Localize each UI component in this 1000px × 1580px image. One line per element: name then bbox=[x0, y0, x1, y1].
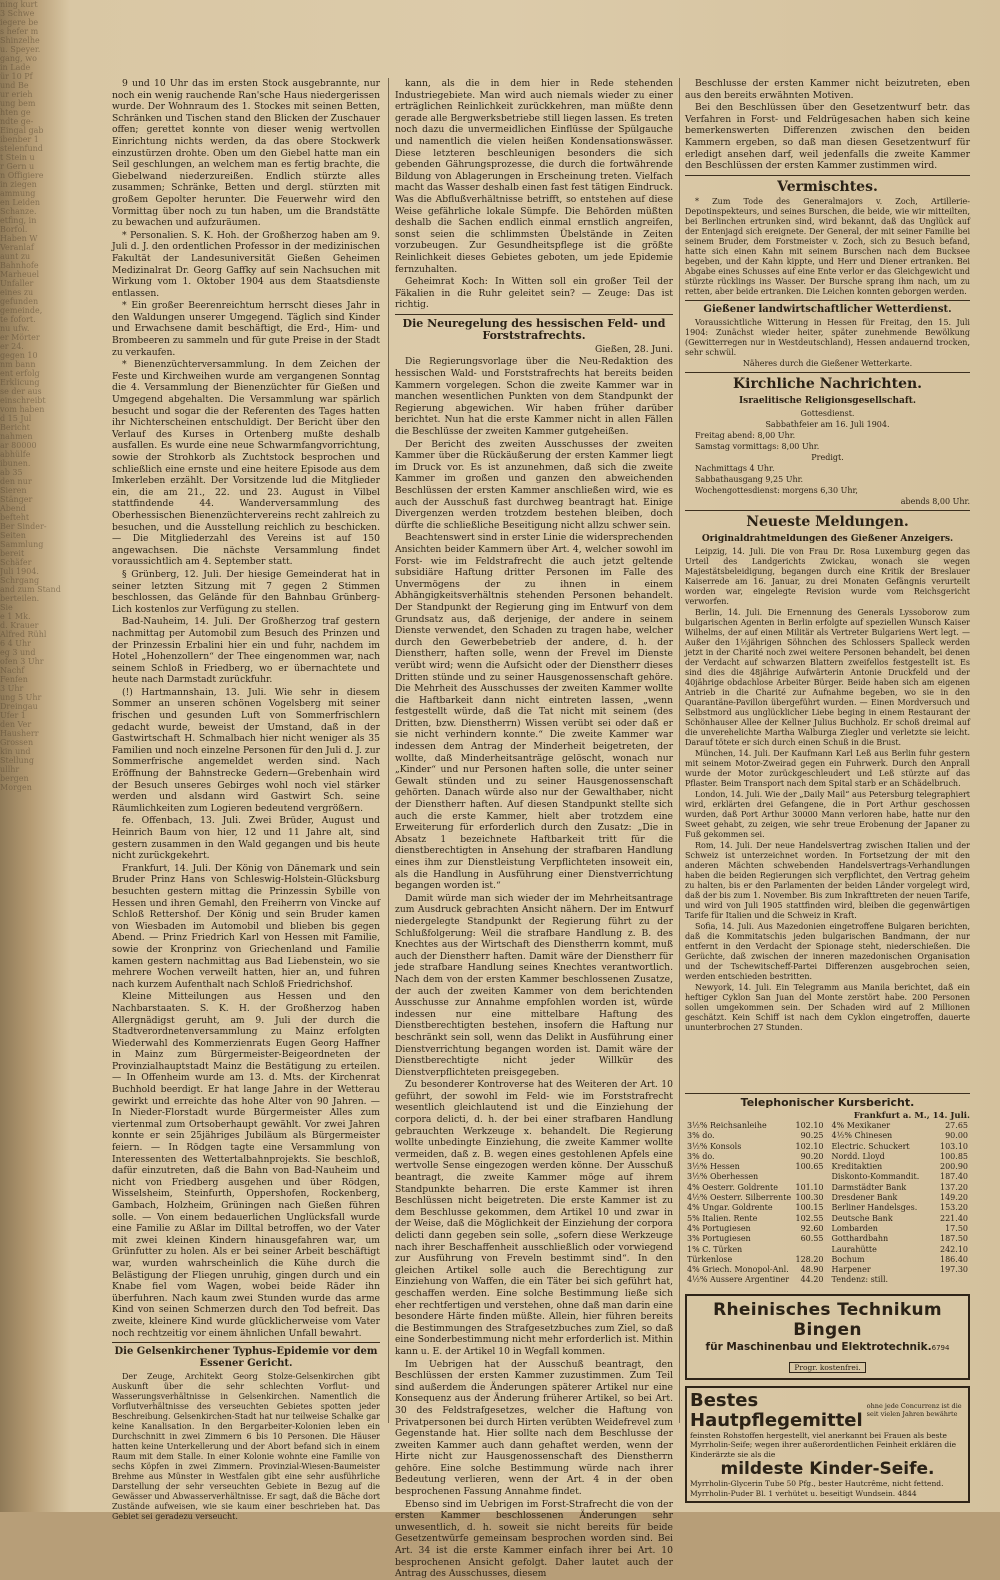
kurs-price: 90.00 bbox=[945, 1131, 968, 1141]
divider bbox=[685, 300, 970, 301]
kurs-row bbox=[685, 1193, 826, 1203]
kurs-security: Tendenz: still. bbox=[831, 1275, 889, 1285]
news-beeren: * Ein großer Beerenreichtum herrscht dieses Jahr in den Waldungen unserer Umgegend. Täglich sind Kinder und Erwachsene damit beschäftigt, die Erd-, Him- und Brombeeren zu sammeln und für gute Preise in der Stadt zu verkaufen. bbox=[112, 300, 380, 358]
edge-line: kin und bbox=[0, 747, 31, 756]
edge-line: Schrgang bbox=[0, 576, 40, 585]
kurs-security: 4% Portugiesen bbox=[687, 1223, 751, 1233]
kurs-table-right bbox=[830, 1121, 971, 1286]
article-para: Beschlusse der ersten Kammer nicht beizutreten, eben aus den bereits erwähnten Motiven. bbox=[685, 78, 970, 101]
kurs-row bbox=[685, 1183, 826, 1193]
ad-subtitle bbox=[691, 1340, 964, 1355]
kurs-price: 44.20 bbox=[800, 1275, 824, 1285]
ad-myrrholin bbox=[685, 1386, 970, 1504]
kurs-row bbox=[685, 1142, 826, 1152]
adjacent-page-edge bbox=[0, 0, 70, 1512]
news-leipzig: Leipzig, 14. Juli. Die von Frau Dr. Rosa Luxemburg gegen das Urteil des Landgerichts Zwickau, wonach sie wegen Majestätsbeleidigung, begangen durch eine Kritik der Breslauer Kaiserrede am 16. Januar, zu drei Monaten Gefängnis verurteilt worden war, eingelegte Revision wurde vom Reichsgericht verworfen. bbox=[685, 546, 970, 606]
edge-line: ibunen. bbox=[0, 459, 31, 468]
edge-line: Sie bbox=[0, 603, 13, 612]
kurs-security: Kreditaktien bbox=[831, 1162, 883, 1172]
article-para: Die Regierungsvorlage über die Neu-Redaktion des hessischen Wald- und Forststrafrechts hat bereits beiden Kammern vorgelegen. Schon die zweite Kammer war in manchen wesentlichen Punkten von dem Standpunkt der Regierung abgewichen. Wir haben früher darüber berichtet. Nun hat die erste Kammer nicht in allen Fällen die Beschlüsse der zweiten Kammer gutgeheißen. bbox=[395, 356, 673, 438]
edge-line: den Ver bbox=[0, 720, 32, 729]
edge-line: t Stein u bbox=[0, 153, 35, 162]
edge-line: nu ufw. bbox=[0, 324, 30, 333]
kurs-security: 3½% Hessen bbox=[687, 1162, 740, 1172]
edge-line: befteht bbox=[0, 513, 30, 522]
kurs-row bbox=[830, 1255, 971, 1265]
article-para: Damit würde man sich wieder der im Mehrheitsantrage zum Ausdruck gebrachten Ansicht nähern. Der im Entwurf niedergelegte Standpunkt der Regierung führt zu der Schlußfolgerung: Weil die strafbare Handlung z. B. des Knechtes aus der Wirtschaft des Dienstherrn kommt, muß auch der Dienstherr haften. Damit wäre der Dienstherr für jede strafbare Handlung seines Knechtes verantwortlich. Nach dem von der ersten Kammer beschlossenen Zusatze, der auch der zweiten Kammer von dem berichtenden Ausschusse zur Annahme empfohlen worden ist, würde indessen nur eine mittelbare Haftung des Dienstberechtigten bestehen, insofern die Haftung nur beschränkt sein soll, wenn das Delikt in Ausführung einer Dienstverrichtung begangen worden ist. Damit wäre der Dienstberechtigte nicht jeder Willkür des Dienstverpflichteten preisgegeben. bbox=[395, 892, 673, 1078]
kurs-security: 4½% Aussere Argentiner bbox=[687, 1275, 790, 1285]
article-para: Beachtenswert sind in erster Linie die widersprechenden Ansichten beider Kammern über Art. 4, welcher sowohl im Forst- wie im Feldstrafrecht die auch jetzt geltende subsidiäre Haftung dritter Personen im Falle des Unvermögens der zu ihnen in einem Abhängigkeitsverhältnis stehenden Personen behandelt. Der Standpunkt der Regierung ging im Entwurf von dem Grundsatz aus, daß derjenige, der andere in seinem Dienste verwendet, den Schaden zu tragen habe, welcher durch den Gewerbebetrieb der andere, d. h. der Dienstherr, haften solle, wenn der Frevel im Dienste verübt wird; wenn die Aufsicht oder der Dienstherr dieses Dritten stünde und zu seiner Hausgenossenschaft gehöre. Die Mehrheit des Ausschusses der zweiten Kammer wollte die Haftbarkeit dann nicht eintreten lassen, „wenn festgestellt würde, daß die Tat nicht mit seinem (des Dritten, bzw. Dienstherrn) Wissen verübt sei oder daß er sie nicht verhindern konnte.“ Die zweite Kammer war indessen dem Antrag der Minderheit beigetreten, der wollte, daß Minderheitsanträge gelöscht, wonach nur „Kinder“ und nur Personen haften solle, die unter seiner Gewalt stünden und zu seiner Hausgenossenschaft gehörten. Danach würde also nur der Gewalthaber, nicht der Dienstherr haften. Auf diesen Standpunkt stellte sich auch die erste Kammer, hielt aber trotzdem eine Erweiterung für erforderlich durch den Zusatz: „Die in Absatz 1 bezeichnete Haftbarkeit tritt für die dienstberechtigten in Ansehung der strafbaren Handlung eines ihm zur Dienstleistung Verpflichteten insoweit ein, als die Handlung in Ausführung einer Dienstverrichtung begangen worden ist.“ bbox=[395, 532, 673, 892]
column-rule bbox=[388, 78, 389, 1423]
kurs-price bbox=[934, 1275, 970, 1285]
edge-line: Sammlung bbox=[0, 540, 44, 549]
kurs-security: Nordd. Lloyd bbox=[831, 1151, 885, 1161]
kurs-row bbox=[830, 1121, 971, 1131]
kurs-row bbox=[685, 1275, 826, 1285]
edge-line: s hefer m bbox=[0, 27, 39, 36]
edge-line: ur erieh bbox=[0, 90, 33, 99]
kurs-price: 153.20 bbox=[940, 1203, 968, 1213]
service-line: Freitag abend: 8,00 Uhr. bbox=[695, 430, 796, 440]
edge-line: bereit bbox=[0, 549, 25, 558]
edge-line: d 15 Jul bbox=[0, 414, 32, 423]
edge-line: gemeinde, bbox=[0, 306, 43, 315]
kurs-price: 187.40 bbox=[940, 1172, 968, 1182]
heading-israelitische: Israelitische Religionsgesellschaft. bbox=[738, 395, 917, 406]
edge-line: en Leiden bbox=[0, 198, 41, 207]
service-line: Sabbathausgang 9,25 Uhr. bbox=[695, 474, 804, 484]
edge-line: etfing, in bbox=[0, 216, 37, 225]
edge-line: Morgen bbox=[0, 783, 32, 792]
kurs-security: 1% C. Türken bbox=[687, 1244, 743, 1254]
edge-line: ab 35 bbox=[0, 468, 23, 477]
edge-line: gefunden bbox=[0, 297, 39, 306]
edge-line: u. Speyer. bbox=[0, 45, 41, 54]
kurs-security: Darmstädter Bank bbox=[831, 1182, 907, 1192]
dateline: Gießen, 28. Juni. bbox=[595, 343, 673, 355]
edge-line: eines zu bbox=[0, 288, 34, 297]
kurs-security: Electric. Schuckert bbox=[831, 1141, 910, 1151]
news-kleine-mitteilungen: Kleine Mitteilungen aus Hessen und den Nachbarstaaten. S. K. H. der Großherzog haben Allergnädigst geruht, am 9. Juli der durch die Stadtverordnetenversammlung zu Mainz erfolgten Wiederwahl des Kommerzienrats Eugen Georg Haffner in Mainz zum Bürgermeister-Beigeordneten der Provinzialhauptstadt Mainz die Bestätigung zu erteilen. — In Offenheim wurde am 13. d. Mts. der Kirchenrat Buchhold beerdigt. Er hat lange Jahre in der Wetterau gewirkt und erreichte das hohe Alter von 90 Jahren. — In Nieder-Florstadt wurde Bürgermeister Alles zum viertenmal zum Ortsoberhaupt gewählt. Vor zwei Jahren konnte er sein 25jähriges Jubiläum als Bürgermeister feiern. — In Rödgen tagte eine Versammlung von Interessenten des Wettertalbahnprojekts. Sie beschloß, dafür einzutreten, daß die Bahn von Bad-Nauheim und nicht von Friedberg ausgehen und über Rödgen, Wisselsheim, Steinfurth, Oppershofen, Rockenberg, Gambach, Holzheim, Grüningen nach Gießen führen solle. — Von einem bedauerlichen Unglücksfall wurde eine Familie zu Aßlar im Dilltal betroffen, wo der Vater mit zwei kleinen Kindern hinausgefahren war, um Grünfutter zu holen. Als er bei seiner Arbeit beschäftigt war, wurden wahrscheinlich die Kühe durch die Belästigung der Fliegen unruhig, gingen durch und ein Knabe fiel vom Wagen, wobei beide Räder ihn überfuhren. Nach kaum zwei Stunden wurde das arme Kind von seinen Schmerzen durch den Tod befreit. Das zweite, kleinere Kind wurde glücklicherweise vom Vater noch rechtzeitig vor einem ähnlichen Unfall bewahrt. bbox=[112, 991, 380, 1339]
kurs-row bbox=[685, 1131, 826, 1141]
ad-body bbox=[690, 1479, 965, 1498]
ad-title: Rheinisches Technikum Bingen bbox=[713, 1299, 942, 1340]
kurs-price: 102.10 bbox=[795, 1141, 824, 1151]
edge-line: und Be bbox=[0, 81, 29, 90]
article-typhus-cont: kann, als die in dem hier in Rede stehenden Industriegebiete. Man wird auch niemals wieder zu einer erträglichen Reinlichkeit zurückkehren, man müßte denn gerade alle Bergwerksbetriebe still liegen lassen. Es treten noch dazu die unvermeidlichen Einflüsse der Spülgauche und namentlich die vielen heißen Kondensationswässer. Diese letzteren beschleunigen besonders die sich gebenden Gährungsprozesse, die durch die fortwährende Bildung von Ablagerungen in Erscheinung treten. Vielfach macht das Wasser deshalb einen fast fest tätigen Eindruck. Was die Abflußverhältnisse betrifft, so entstehen auf diese Weise gefährliche lokale Sümpfe. Die Behörden müßten deshalb die Sachen endlich einmal ernstlich angreifen, sonst seien die schlimmsten Übelstände in Zeiten vorzubeugen. Zur Gesundheitspflege ist die größte Reinlichkeit dieses Gebietes geboten, um jede Epidemie fernzuhalten. bbox=[395, 78, 673, 275]
edge-line: gang, wo bbox=[0, 54, 37, 63]
ad-subtitle-text: für Maschinenbau und Elektrotechnik. bbox=[705, 1340, 932, 1353]
edge-line: er Mörter bbox=[0, 333, 40, 342]
kurs-security: 4% Griech. Monopol-Anl. bbox=[687, 1265, 789, 1275]
kurs-row bbox=[685, 1172, 826, 1182]
kurs-price: 17.50 bbox=[945, 1223, 968, 1233]
edge-line: Shinzelhe bbox=[0, 36, 40, 45]
news-personalien: * Personalien. S. K. Hoh. der Großherzog haben am 9. Juli d. J. den ordentlichen Professor in der medizinischen Fakultät der Landesuniversität Gießen Geheimen Medizinalrat Dr. Georg Gaffky auf sein Nachsuchen mit Wirkung vom 1. Oktober 1904 aus dem Staatsdienste entlassen. bbox=[112, 229, 380, 299]
edge-line: te fofort. bbox=[0, 315, 36, 324]
kurs-price: 100.85 bbox=[940, 1151, 968, 1161]
kurs-row bbox=[830, 1203, 971, 1213]
kurs-price: 100.65 bbox=[795, 1162, 824, 1172]
kurs-row bbox=[685, 1121, 826, 1131]
kurs-row bbox=[830, 1152, 971, 1162]
kurs-price: 137.20 bbox=[940, 1182, 968, 1192]
kurs-price: 242.10 bbox=[940, 1244, 968, 1254]
kurs-row bbox=[830, 1234, 971, 1244]
edge-line: ar 80000 bbox=[0, 441, 37, 450]
divider bbox=[395, 314, 673, 315]
kurs-security: 4% Oesterr. Goldrente bbox=[687, 1182, 778, 1192]
kurs-row bbox=[830, 1193, 971, 1203]
kurs-price bbox=[793, 1245, 825, 1255]
edge-line: berteilen. bbox=[0, 594, 40, 603]
kurs-security: Türkenlose bbox=[687, 1254, 733, 1264]
edge-line: Bericht bbox=[0, 423, 30, 432]
ad-technikum-bingen bbox=[685, 1294, 970, 1380]
kurs-price: 149.20 bbox=[940, 1193, 968, 1203]
kurs-row bbox=[830, 1224, 971, 1234]
edge-line: Erklicung bbox=[0, 378, 40, 387]
news-newyork: Newyork, 14. Juli. Ein Telegramm aus Manila berichtet, daß ein heftiger Cyklon San Juan del Monte zerstört habe. 200 Personen sollen umgekommen sein. Der Schaden wird auf 2 Millionen geschätzt. Kein Schiff ist nach dem Cyklon eingetroffen, dauerte ununterbrochen 27 Stunden. bbox=[685, 982, 970, 1032]
edge-line: er 24. bbox=[0, 342, 24, 351]
edge-line: d. Krauer bbox=[0, 621, 39, 630]
column-1 bbox=[112, 78, 380, 1522]
edge-line: Abend bbox=[0, 504, 26, 513]
edge-line: vom haben bbox=[0, 405, 45, 414]
kurs-security: 3½% Konsols bbox=[687, 1141, 742, 1151]
column-2 bbox=[395, 78, 673, 1580]
heading-vermischtes: Vermischtes. bbox=[777, 178, 878, 195]
article-typhus: Der Zeuge, Architekt Georg Stolze-Gelsenkirchen gibt Auskunft über die sehr schlechten Vorflut- und Wasserungsverhältnisse in Gelsenkirchen. Namentlich die Vorflutverhältnisse des verseuchten Gebietes spotten jeder Beschreibung. Gelsenkirchen-Stadt hat nur teilweise Schalke gar keine Kanalisation. In den Bergarbeiter-Kolonien leben ein Durchschnitt in zwei Zimmern 6 bis 10 Personen. Die Häuser hatten keine Unterkellerung und der Abort befand sich in einem Raum mit dem Stalle. In einer Kolonie wohnte eine Familie von sechs Köpfen in zwei Zimmern. Provinzial-Wiesen-Baumeister Brehme aus Münster in Westfalen gibt eine sehr ausführliche Darstellung der sehr verseuchten Gebiete in Bezug auf die Gewässer und Abwasserverhältnisse. Er sagt, daß die Bäche dort Zustände aufweisen, wie sie kaum einer beschrieben hat. Das Gebiet sei geradezu verseucht. bbox=[112, 1372, 380, 1522]
service-line: Predigt. bbox=[811, 452, 844, 462]
ad-body: feinsten Rohstoffen hergestellt, viel anerkannt bei Frauen als beste Myrrholin-Seife; wegen ihrer außerordentlichen Feinheit erklären die Kinderärzte sie als die bbox=[690, 1430, 957, 1459]
bottom-right-block bbox=[685, 1090, 970, 1503]
edge-line: Dreingau bbox=[0, 702, 38, 711]
edge-line: Stellung bbox=[0, 756, 34, 765]
kurs-price: 92.60 bbox=[800, 1223, 824, 1233]
edge-line: Sieren bbox=[0, 486, 27, 495]
edge-line: Schanze. bbox=[0, 207, 37, 216]
news-berlin: Berlin, 14. Juli. Die Ernennung des Generals Lyssoborow zum bulgarischen Agenten in Berlin erfolgte auf speziellen Wunsch Kaiser Wilhelms, der auf einen Militär als Vertreter Bulgariens Wert legt. — Außer den 1½jährigen Söhnchen des Schlossers Spalleck werden jetzt in der Charité noch zwei weitere Personen behandelt, bei denen der Verdacht auf schwarzen Blattern zweifellos festgestellt ist. Es sind dies die 48jährige Aufwärterin Antonie Druckfeld und der 40jährige obdachlose Arbeiter Bürger. Beide haben sich am eigenen Antrieb in die Charité zur Aufnahme begeben, wo sie in den Quarantäne-Pavillon übergeführt wurden. — Einen Mordversuch und Selbstmord aus unglücklicher Liebe beging in einem Restaurant der Schönhauser Allee der Kellner Julius Buchholz. Er schoß dreimal auf die unverehelichte Martha Walburga Ziegler und verletzte sie leicht. Darauf tötete er sich durch einen Schuß in die Brust. bbox=[685, 607, 970, 747]
heading-kirchliche: Kirchliche Nachrichten. bbox=[732, 375, 923, 392]
edge-line: in ziegen bbox=[0, 180, 37, 189]
kurs-security: Gotthardbahn bbox=[831, 1234, 889, 1244]
kurs-table-left bbox=[685, 1121, 826, 1286]
kurs-price bbox=[793, 1172, 825, 1182]
edge-line: r Gern u bbox=[0, 162, 35, 171]
edge-line: Unfaller bbox=[0, 279, 34, 288]
edge-line: Veranlaf bbox=[0, 243, 34, 252]
kurs-price: 100.30 bbox=[795, 1193, 824, 1203]
edge-line: ning kurt bbox=[0, 0, 38, 9]
edge-line: Seiten bbox=[0, 531, 26, 540]
kurs-security: 3% do. bbox=[687, 1131, 715, 1141]
kurs-security: 4½% Chinesen bbox=[831, 1131, 893, 1141]
edge-line: 6 4 Uhr bbox=[0, 639, 31, 648]
news-bienen: * Bienenzüchterversammlung. In dem Zeichen der Feste und Kirchweihen wurde am vergangenen Sonntag die 4. Versammlung der Bienenzüchter für Gießen und Umgegend abgehalten. Die Versammlung war spärlich besucht und sogar die der Referenten des Tages hatten ihr Nichterscheinen entschuldigt. Der Bericht über den Verlauf des Kurses in Ortenberg mußte deshalb ausfallen. Es wurde eine neue Schwarmfangvorrichtung, sowie der Strohkorb als Zuchtstock besprochen und schließlich eine ernste und eine heitere Episode aus dem Imkerleben erzählt. Der Vorsitzende lud die Mitglieder ein, die am 21., 22. und 23. August in Vilbel stattfindende 44. Wanderversammlung des Oberhessischen Bienenzüchtervereins recht zahlreich zu besuchen, und die Ausstellung reichlich zu beschicken. — Die Mitgliederzahl des Vereins ist auf 150 angewachsen. Die nächste Versammlung findet voraussichtlich am 4. September statt. bbox=[112, 359, 380, 568]
edge-line: Juli 1904. bbox=[0, 567, 39, 576]
kurs-price: 102.10 bbox=[795, 1121, 824, 1130]
kurs-price: 103.10 bbox=[940, 1141, 968, 1151]
kurs-row bbox=[830, 1214, 971, 1224]
divider bbox=[685, 372, 970, 373]
edge-line: iegere be bbox=[0, 18, 39, 27]
edge-line: Fenfen bbox=[0, 675, 28, 684]
edge-line: Haben W bbox=[0, 234, 38, 243]
edge-line: ammung bbox=[0, 189, 36, 198]
kurs-row bbox=[685, 1203, 826, 1213]
edge-line: in Lade bbox=[0, 63, 31, 72]
heading-wetterdienst: Gießener landwirtschaftlicher Wetterdienst. bbox=[703, 303, 952, 315]
kurs-security: 3% Portugiesen bbox=[687, 1234, 751, 1244]
kurs-price: 101.10 bbox=[795, 1182, 824, 1192]
edge-line: stelenfund bbox=[0, 144, 43, 153]
edge-line: ent erfolg bbox=[0, 369, 40, 378]
edge-line: ullhr bbox=[0, 765, 20, 774]
service-line: Samstag vormittags: 8,00 Uhr. bbox=[695, 441, 820, 451]
edge-line: ung 5 Uhr bbox=[0, 693, 42, 702]
edge-line: Schäfer bbox=[0, 558, 32, 567]
edge-line: abhülfe bbox=[0, 450, 31, 459]
kurs-security: Deutsche Bank bbox=[831, 1213, 893, 1223]
kurs-row bbox=[830, 1172, 971, 1182]
kurs-price: 102.55 bbox=[795, 1213, 824, 1223]
edge-line: nahmen bbox=[0, 432, 33, 441]
news-offenbach: fe. Offenbach, 13. Juli. Zwei Brüder, August und Heinrich Baum von hier, 12 und 11 Jahre alt, sind gestern zusammen in den Wald gegangen und bis heute nicht zurückgekehrt. bbox=[112, 815, 380, 862]
news-gruenberg: § Grünberg, 12. Juli. Der hiesige Gemeinderat hat in seiner letzten Sitzung mit 7 gegen 2 Stimmen beschlossen, das Gelände für den Bahnbau Grünberg-Lich kostenlos zur Verfügung zu stellen. bbox=[112, 568, 380, 615]
kurs-price: 186.40 bbox=[940, 1254, 968, 1264]
divider bbox=[685, 175, 970, 176]
kurs-security: 3½% Oberhessen bbox=[687, 1172, 759, 1182]
edge-line: ür 10 Pf bbox=[0, 72, 33, 81]
edge-line: ndte ge- bbox=[0, 117, 34, 126]
news-zoch: * Zum Tode des Generalmajors v. Zoch, Artillerie-Depotinspekteurs, und seines Burschen, die beide, wie wir mitteilten, bei Berlinchen ertrunken sind, wird bekannt, daß das Unglück auf der Entenjagd sich ereignete. Der General, der mit seiner Familie bei seinem Bruder, dem Forstmeister v. Zoch, sich zu Besuch befand, hatte sich einen Kahn mit seinem Burschen nach dem Bucksee begeben, und der Kahn kippte, und Herr und Diener ertranken. Bei Abgabe eines Schusses auf eine Ente verlor er das Gleichgewicht und stürzte rücklings ins Wasser. Der Bursche sprang ihm nach, um zu retten, aber beide ertranken. Die Leichen konnten geborgen werden. bbox=[685, 196, 970, 296]
heading-neueste-meldungen: Neueste Meldungen. bbox=[746, 513, 909, 530]
heading-kursbericht: Telephonischer Kursbericht. bbox=[740, 1096, 915, 1109]
kurs-security: 3% do. bbox=[687, 1151, 715, 1161]
kurs-security: Berliner Handelsges. bbox=[831, 1203, 918, 1213]
kurs-row bbox=[685, 1265, 826, 1275]
news-sofia: Sofia, 14. Juli. Aus Mazedonien eingetroffene Bulgaren berichten, daß die Kommitatschis jeden bulgarischen Bandmann, der nur entfernt in den Verdacht der Spionage steht, niederschießen. Die Gerüchte, daß zwischen der inneren mazedonischen Organisation und der Tschewitscheff-Partei Differenzen ausgebrochen seien, werden entschieden bestritten. bbox=[685, 921, 970, 981]
news-rom: Rom, 14. Juli. Der neue Handelsvertrag zwischen Italien und der Schweiz ist unterzeichnet worden. In Fortsetzung der mit den anderen Mächten schwebenden Handelsvertrags-Verhandlungen haben die beiden Regierungen sich verpflichtet, den Vertrag geheim zu halten, bis er den Parlamenten der beiden Länder vorgelegt wird, daß der bis zum 1. November. Bis zum Inkrafttreten der neuen Tarife, und wird von Juli 1905 stattfinden wird, bleiben die gegenwärtigen Tarife für Italien und die Schweiz in Kraft. bbox=[685, 840, 970, 920]
kurs-row bbox=[830, 1131, 971, 1141]
edge-line: Hausherr bbox=[0, 729, 39, 738]
kurs-row bbox=[685, 1245, 826, 1255]
ad-code: 6794 bbox=[931, 1343, 950, 1352]
kurs-row bbox=[685, 1214, 826, 1224]
news-hartmannshain: (!) Hartmannshain, 13. Juli. Wie sehr in diesem Sommer an unseren schönen Vogelsberg mit seiner frischen und gesunden Luft von Sommerfrischlern gedacht wurde, beweist der Umstand, daß in der Gastwirtschaft H. Schmalbach hier nicht weniger als 35 Familien und noch einzelne Personen für den Juli d. J. zur Sommerfrische angemeldet werden sind. Nach Eröffnung der Bahnstrecke Gedern—Grebenhain wird der Besuch unseres Gebirges wohl noch viel stärker werden und alsdann wird Gastwirt Sch. seine Räumlichkeiten zum Logieren bedeutend vergrößern. bbox=[112, 686, 380, 814]
article-para: Zu besonderer Kontroverse hat des Weiteren der Art. 10 geführt, der sowohl im Feld- wie im Forststrafrecht wesentlich gleichlautend ist und die Einziehung der corpora delicti, d. h. der bei einer strafbaren Handlung gebrauchten Werkzeuge x. behandelt. Die Regierung wollte unbedingte Einziehung, die zweite Kammer wollte vermeiden, daß z. B. wegen eines gestohlenen Apfels eine wertvolle Sense eingezogen werden könne. Der Ausschuß beantragt, die zweite Kammer möge auf ihrem Standpunkte beharren. Die erste Kammer ist ihren Beschlüssen nicht beigetreten. Die erste Kammer ist zu dem Beschlusse gekommen, dem Artikel 10 und zwar in der Weise, daß die Möglichkeit der Einziehung der corpora delicti dann gegeben sein solle, „sofern diese Werkzeuge nach ihrer Beschaffenheit ausschließlich oder vorwiegend zur Ausführung von Freveln bestimmt sind“. In den gleichen Artikel solle auch die Berechtigung zur Einziehung von Waffen, die ein Täter bei sich geführt hat, geschaffen werden. Eine solche Bestimmung ließe sich eher rechtfertigen und verstehen, ohne daß man darin eine besondere Härte finden müßte. Allein, hier führen bereits die Bestimmungen des Strafgesetzbuches zum Ziel, so daß eine Sonderbestimmung nicht mehr erforderlich ist. Mithin kann u. E. der Artikel 10 in Wegfall kommen. bbox=[395, 1079, 673, 1357]
edge-line: gegen 10 bbox=[0, 351, 38, 360]
edge-line: Stänger bbox=[0, 495, 33, 504]
article-typhus-koch: Geheimrat Koch: In Witten soll ein großer Teil der Fäkalien in die Ruhr geleitet sein? — Zeuge: Das ist richtig. bbox=[395, 276, 673, 311]
news-frankfurt: Frankfurt, 14. Juli. Der König von Dänemark und sein Bruder Prinz Hans von Schleswig-Holstein-Glücksburg besuchten gestern mittag die Prinzessin Sybille von Hessen und ihren Gemahl, den Freiherrn von Vincke auf Schloß Rettershof. Der König und sein Bruder kamen von Wiesbaden im Automobil und blieben bis gegen Abend. — Prinz Friedrich Karl von Hessen mit Familie, sowie der Kronprinz von Griechenland und Familie kamen gestern nachmittag aus Bad Liebenstein, wo sie mehrere Wochen verweilt hatten, hier an, und fuhren nach kurzem Aufenthalt nach Schloß Friedrichshof. bbox=[112, 862, 380, 990]
divider bbox=[685, 1093, 970, 1094]
kurs-price: 221.40 bbox=[940, 1213, 968, 1223]
divider bbox=[112, 1342, 380, 1343]
heading-typhus: Die Gelsenkirchener Typhus-Epidemie vor dem Essener Gericht. bbox=[114, 1346, 378, 1370]
edge-line: aunt zu bbox=[0, 252, 31, 261]
edge-line: se der aus bbox=[0, 387, 42, 396]
edge-line: e 1 Mk. bbox=[0, 612, 31, 621]
kurs-price: 128.20 bbox=[795, 1254, 824, 1264]
edge-line: bergen bbox=[0, 774, 29, 783]
kurs-price: 60.55 bbox=[800, 1234, 824, 1244]
kurs-price: 100.15 bbox=[795, 1203, 824, 1213]
ad-body-text: Myrrholin-Glycerin Tube 50 Pfg., bester Hautcrême, nicht fettend. Myrrholin-Puder Bl. 1 verhütet u. beseitigt Wundsein. bbox=[690, 1479, 944, 1498]
kurs-row bbox=[685, 1152, 826, 1162]
weather-forecast: Voraussichtliche Witterung in Hessen für Freitag, den 15. Juli 1904: Zunächst wieder heiter, später zunehmende Bewölkung (Gewitterregen nur in Westdeutschland), Hessen andauernd trocken, sehr schwül. bbox=[685, 317, 970, 357]
kurs-security: Diskonto-Kommandit. bbox=[831, 1172, 920, 1182]
kurs-row bbox=[830, 1162, 971, 1172]
kurs-row bbox=[685, 1234, 826, 1244]
article-para: Bei den Beschlüssen über den Gesetzentwurf betr. das Verfahren in Forst- und Feldrügesachen haben sich keine bemerkenswerten Differenzen zwischen den beiden Kammern ergeben, so daß man diesen Gesetzentwurf für erledigt ansehen darf, weil jedenfalls die zweite Kammer den Beschlüssen der ersten Kammer zustimmen wird. bbox=[685, 102, 970, 172]
kurs-price: 48.90 bbox=[800, 1265, 824, 1275]
kurs-row bbox=[830, 1265, 971, 1275]
kurs-row bbox=[685, 1162, 826, 1172]
ad-code: 4844 bbox=[897, 1488, 917, 1498]
kurs-security: Lombarden bbox=[831, 1223, 878, 1233]
column-rule bbox=[679, 78, 680, 1423]
article-para: Der Bericht des zweiten Ausschusses der zweiten Kammer über die Rückäußerung der ersten Kammer liegt im Druck vor. Es ist anzunehmen, daß sich die zweite Kammer im großen und ganzen den abweichenden Beschlüssen der ersten Kammer anschließen wird, wie es auch der Ausschuß fast durchweg beantragt hat. Einige Divergenzen werden trotzdem bestehen bleiben, doch dürfte die schließliche Beseitigung nicht allzu schwer sein. bbox=[395, 438, 673, 531]
edge-line: eg 3 und bbox=[0, 648, 36, 657]
edge-line: Eingal gab bbox=[0, 126, 44, 135]
news-london: London, 14. Juli. Wie der „Daily Mail“ aus Petersburg telegraphiert wird, erklärten drei Gefangene, die in Port Arthur geschossen wurden, daß Port Arthur 30000 Mann verloren habe, hatte nur den Sweet gehabt, zu zeigen, wie sehr treue Erobenung der Japaner zu Fuß gekommen sei. bbox=[685, 789, 970, 839]
service-line: Nachmittags 4 Uhr. bbox=[695, 463, 775, 473]
service-line: Wochengottesdienst: morgens 6,30 Uhr, bbox=[695, 485, 858, 495]
edge-line: n Offigiere bbox=[0, 171, 44, 180]
kurs-security: 3½% Reichsanleihe bbox=[687, 1121, 767, 1130]
edge-line: Marheuel bbox=[0, 270, 40, 279]
service-line: Gottesdienst. bbox=[800, 408, 855, 418]
edge-line: Grossen bbox=[0, 738, 34, 747]
edge-line: den nur bbox=[0, 477, 32, 486]
edge-line: Nachf bbox=[0, 666, 25, 675]
edge-line: Bahnhofe bbox=[0, 261, 39, 270]
kurs-row bbox=[685, 1255, 826, 1265]
ad-kinderseife: mildeste Kinder-Seife. bbox=[720, 1459, 935, 1480]
edge-line: einschreibt bbox=[0, 396, 46, 405]
article-para: Im Uebrigen hat der Ausschuß beantragt, den Beschlüssen der ersten Kammer zuzustimmen. Zum Teil sind außerdem die Änderungen späterer Artikel nur eine Konsequenz aus der Änderung früherer Artikel, so bei Art. 30 des Feldstrafgesetzes, welcher die Haftung von Privatpersonen bei durch Hirten verübten Weidefrevel zum Gegenstande hat. Hier sollte nach dem Beschlusse der zweiten Kammer auch dann gehaftet werden, wenn der Hirte nicht zur Hausgenossenschaft des Dienstherrn gehöre. Eine solche Bestimmung würde nach ihrer Bedeutung verlieren, wenn der Art. 4 in der oben besprochenen Fassung Annahme findet. bbox=[395, 1358, 673, 1498]
edge-line: ibenber 1 bbox=[0, 135, 39, 144]
kurs-row bbox=[830, 1245, 971, 1255]
edge-line: ung bem bbox=[0, 99, 36, 108]
kurs-price: 90.20 bbox=[800, 1151, 824, 1161]
kurs-security: 4% Ungar. Goldrente bbox=[687, 1203, 773, 1213]
kurs-row bbox=[830, 1142, 971, 1152]
ad-side-text: ohne jede Concurrenz ist die seit vielen Jahren bewährte bbox=[866, 1402, 962, 1418]
kurs-price: 197.30 bbox=[940, 1265, 968, 1275]
ad-tag: Progr. kostenfrei. bbox=[789, 1362, 865, 1373]
kurs-row bbox=[830, 1275, 971, 1285]
kurs-security: 5% Italien. Rente bbox=[687, 1213, 758, 1223]
edge-line: hten ge bbox=[0, 108, 31, 117]
kurs-security: Laurahütte bbox=[831, 1244, 877, 1254]
kurs-price: 200.90 bbox=[940, 1162, 968, 1172]
edge-line: and zum Stand bbox=[0, 585, 61, 594]
kurs-row bbox=[830, 1183, 971, 1193]
edge-line: Ber Sinder- bbox=[0, 522, 47, 531]
kurs-security: Harpener bbox=[831, 1265, 871, 1275]
article-fire: 9 und 10 Uhr das im ersten Stock ausgebrannte, nur noch ein wenig rauchende Ran'sche Haus niedergerissen wurde. Der Wohnraum des 1. Stockes mit seinen Betten, Schränken und Tischen stand den Blicken der Zuschauer offen; gerettet konnte von dieser wenig wertvollen Einrichtung nichts werden, da das obere Stockwerk einzustürzen drohte. Oben um den Giebel hatte man ein Seil geschlungen, an welchem man es fertig brachte, die Giebelwand niederzureißen. Endlich stürzte alles zusammen; Schränke, Betten und dergl. stürzten mit großem Gepolter herunter. Die Feuerwehr wird den Vormittag über noch zu tun haben, um die Brandstätte zu bewachen und aufzuräumen. bbox=[112, 78, 380, 229]
weather-note: Näheres durch die Gießener Wetterkarte. bbox=[742, 358, 913, 368]
heading-forststrafrecht: Die Neuregelung des hessischen Feld- und Forststrafrechts. bbox=[402, 316, 666, 342]
service-line: Sabbathfeier am 16. Juli 1904. bbox=[765, 419, 890, 429]
edge-line: Borfol. bbox=[0, 225, 28, 234]
kurs-price: 187.50 bbox=[940, 1234, 968, 1244]
divider bbox=[685, 510, 970, 511]
kurs-security: 4½% Oesterr. Silberrente bbox=[687, 1193, 792, 1203]
edge-line: nm bann bbox=[0, 360, 36, 369]
kurs-price: 27.65 bbox=[945, 1121, 968, 1130]
kurs-price: 90.25 bbox=[800, 1131, 824, 1141]
heading-originaldraht: Originaldrahtmeldungen des Gießener Anzeigers. bbox=[701, 533, 954, 544]
kurs-row bbox=[685, 1224, 826, 1234]
kurs-security: 4% Mexikaner bbox=[831, 1121, 891, 1130]
kurs-security: Dresdener Bank bbox=[831, 1193, 898, 1203]
service-line: abends 8,00 Uhr. bbox=[900, 496, 970, 506]
news-nauheim: Bad-Nauheim, 14. Juli. Der Großherzog traf gestern nachmittag per Automobil zum Besuch des Prinzen und der Prinzessin Erbalini hier ein und fuhr, nachdem im Hotel „Hohenzollern“ der Thee eingenommen war, nach seinem Schloß in Friedberg, wo er übernachtete und heute nach Darmstadt zurückfuhr. bbox=[112, 616, 380, 686]
edge-line: 3 Uhr bbox=[0, 684, 24, 693]
article-para: Ebenso sind im Uebrigen im Forst-Strafrecht die von der ersten Kammer beschlossenen Änderungen sehr unwesentlich, d. h. soweit sie nicht bereits für beide Gesetzentwürfe gemeinsam besprochen worden sind. Bei Art. 34 ist die erste Kammer einfach ihrer bei Art. 10 besprochenen Ansicht gefolgt. Daher lautet auch der Antrag des Ausschusses, diesem bbox=[395, 1498, 673, 1580]
edge-line: Ufer 1 bbox=[0, 711, 26, 720]
news-muenchen: München, 14. Juli. Der Kaufmann Karl Leß aus Berlin fuhr gestern mit seinem Motor-Zweirad gegen ein Fuhrwerk. Durch den Anprall wurde der Motor zurückgeschleudert und Leß stürzte auf das Pflaster. Beim Transport nach dem Spital starb er an Schädelbruch. bbox=[685, 748, 970, 788]
edge-line: ofen 3 Uhr bbox=[0, 657, 44, 666]
edge-line: Alfred Rühl bbox=[0, 630, 47, 639]
kurs-table bbox=[685, 1121, 970, 1286]
kurs-security: Bochum bbox=[831, 1254, 865, 1264]
ad-title: Bestes Hautpflegemittel bbox=[690, 1389, 863, 1431]
edge-line: 3 Schwe bbox=[0, 9, 35, 18]
kurs-date: Frankfurt a. M., 14. Juli. bbox=[853, 1111, 970, 1121]
